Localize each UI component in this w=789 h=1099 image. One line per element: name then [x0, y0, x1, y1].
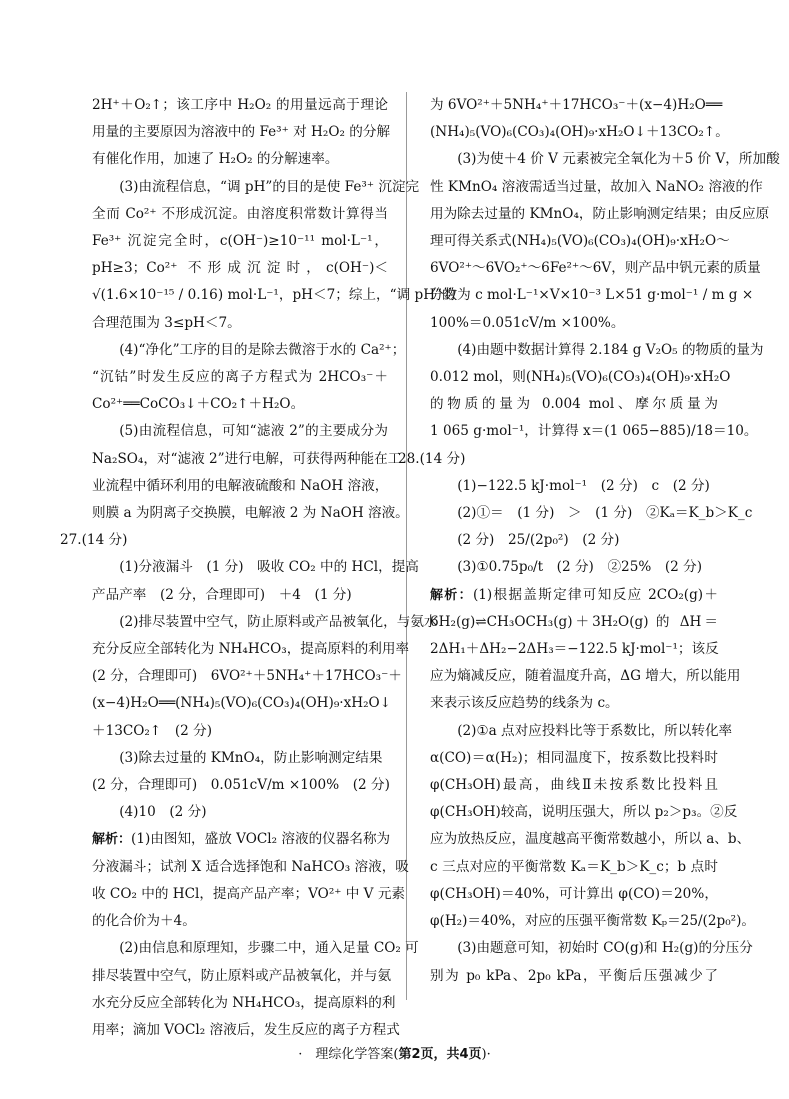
text-line: 用量的主要原因为溶液中的 Fe³⁺ 对 H₂O₂ 的分解	[92, 124, 391, 141]
text-line: 28.(14 分)	[398, 450, 466, 467]
text-line: (3)为使＋4 价 V 元素被完全氧化为＋5 价 V，所加酸	[457, 151, 780, 168]
text-line: φ(CH₃OH)＝40%，可计算出 φ(CO)＝20%，	[430, 885, 718, 902]
text-line: 6VO²⁺～6VO₂⁺～6Fe²⁺～6V，则产品中钒元素的质量	[430, 260, 761, 277]
text-line: 充分反应全部转化为 NH₄HCO₃，提高原料的利用率	[92, 641, 410, 658]
text-line	[430, 582, 718, 609]
text-line: 收 CO₂ 中的 HCl，提高产品产率；VO²⁺ 中 V 元素	[92, 885, 406, 902]
text-line: (2 分，合理即可) 6VO²⁺＋5NH₄⁺＋17HCO₃⁻＋	[92, 668, 402, 685]
text-line: 则膜 a 为阴离子交换膜，电解液 2 为 NaOH 溶液。	[92, 505, 409, 522]
text-line: 有催化作用，加速了 H₂O₂ 的分解速率。	[92, 151, 339, 168]
text-line: Co²⁺══CoCO₃↓＋CO₂↑＋H₂O。	[92, 396, 305, 413]
text-line: 27.(14 分)	[60, 532, 128, 549]
text-line: 应为熵减反应，随着温度升高，ΔG 增大，所以能用	[430, 668, 741, 685]
text-line: √(1.6×10⁻¹⁵ / 0.16) mol·L⁻¹，pH＜7；综上，“调 pH”的	[92, 287, 456, 304]
text-line	[92, 826, 391, 853]
text-line: ＋13CO₂↑ (2 分)	[92, 722, 213, 739]
text-line: pH≥3；Co²⁺ 不形成沉淀时，c(OH⁻)＜	[92, 260, 388, 277]
text-line: (3)由题意可知，初始时 CO(g)和 H₂(g)的分压分	[457, 940, 753, 957]
text-line: (5)由流程信息，可知“滤液 2”的主要成分为	[119, 423, 388, 440]
footer-page-label: 第2页，共4页	[398, 1047, 482, 1062]
text-line: (3)①0.75p₀/t (2 分) ②25% (2 分)	[457, 559, 703, 576]
text-line: α(CO)＝α(H₂)；相同温度下，按系数比投料时	[430, 749, 718, 766]
text-line: (2 分) 25/(2p₀²) (2 分)	[457, 532, 620, 549]
text-line: 1 065 g·mol⁻¹，计算得 x＝(1 065−885)/18＝10。	[430, 423, 758, 440]
text-line: 水充分反应全部转化为 NH₄HCO₃，提高原料的利	[92, 994, 396, 1011]
text-line-rest: (1)根据盖斯定律可知反应 2CO₂(g)＋	[472, 586, 718, 603]
text-line: 的化合价为＋4。	[92, 913, 196, 930]
text-line: 6H₂(g)⇌CH₃OCH₃(g)＋3H₂O(g) 的 ΔH＝	[430, 613, 718, 630]
text-line: 0.012 mol，则(NH₄)₅(VO)₆(CO₃)₄(OH)₉·xH₂O	[430, 369, 731, 386]
text-line: 2H⁺＋O₂↑；该工序中 H₂O₂ 的用量远高于理论	[92, 97, 388, 113]
footer-suffix: )·	[481, 1047, 491, 1062]
text-line: Fe³⁺ 沉淀完全时，c(OH⁻)≥10⁻¹¹ mol·L⁻¹，	[92, 233, 388, 250]
analysis-label: 解析：	[92, 832, 132, 848]
text-line: (1)−122.5 kJ·mol⁻¹ (2 分) c (2 分)	[457, 477, 710, 494]
analysis-label: 解析：	[430, 587, 473, 603]
text-line: (4)由题中数据计算得 2.184 g V₂O₅ 的物质的量为	[457, 341, 764, 358]
text-line: 2ΔH₁＋ΔH₂−2ΔH₃＝−122.5 kJ·mol⁻¹；该反	[430, 641, 719, 658]
text-line: 业流程中循环利用的电解液硫酸和 NaOH 溶液，	[92, 477, 389, 494]
text-line: (3)除去过量的 KMnO₄，防止影响测定结果	[119, 749, 383, 766]
text-line: 别为 p₀ kPa、2p₀ kPa，平衡后压强减少了	[430, 967, 718, 984]
page-footer	[0, 1043, 789, 1062]
footer-prefix: · 理综化学答案(	[298, 1047, 399, 1062]
text-line: c 三点对应的平衡常数 Kₐ＝K_b＞K_c；b 点时	[430, 858, 718, 875]
text-line: “沉钴”时发生反应的离子方程式为 2HCO₃⁻＋	[92, 369, 388, 386]
text-line: 合理范围为 3≤pH＜7。	[92, 314, 241, 331]
text-line: 用率；滴加 VOCl₂ 溶液后，发生反应的离子方程式	[92, 1021, 400, 1038]
text-line: (2 分，合理即可) 0.051cV/m ×100% (2 分)	[92, 777, 390, 794]
text-line: (2)①＝ (1 分) ＞ (1 分) ②Kₐ＝K_b＞K_c	[457, 505, 753, 522]
text-line: 的物质的量为 0.004 mol、摩尔质量为	[430, 396, 718, 413]
text-line: 用为除去过量的 KMnO₄，防止影响测定结果；由反应原	[430, 205, 770, 222]
text-line: Na₂SO₄，对“滤液 2”进行电解，可获得两种能在工	[92, 450, 402, 467]
text-line: φ(CH₃OH)最高，曲线Ⅱ未按系数比投料且	[430, 777, 718, 794]
text-line: (NH₄)₅(VO)₆(CO₃)₄(OH)₉·xH₂O↓＋13CO₂↑。	[430, 124, 729, 141]
text-line: 分数为 c mol·L⁻¹×V×10⁻³ L×51 g·mol⁻¹ / m g ×	[430, 287, 754, 304]
text-line: (4)“净化”工序的目的是除去微溶于水的 Ca²⁺；	[119, 341, 406, 358]
text-line: 理可得关系式(NH₄)₅(VO)₆(CO₃)₄(OH)₉·xH₂O～	[430, 233, 730, 250]
text-line: 性 KMnO₄ 溶液需适当过量，故加入 NaNO₂ 溶液的作	[430, 178, 763, 195]
text-line: φ(CH₃OH)较高，说明压强大，所以 p₂＞p₃。②反	[430, 804, 738, 821]
right-column	[398, 92, 780, 990]
text-line: 100%＝0.051cV/m ×100%。	[430, 314, 625, 331]
text-line: 应为放热反应，温度越高平衡常数越小，所以 a、b、	[430, 831, 751, 848]
text-line: (4)10 (2 分)	[119, 804, 207, 821]
text-line: 全而 Co²⁺ 不形成沉淀。由溶度积常数计算得当	[92, 205, 388, 222]
text-line: φ(H₂)＝40%，对应的压强平衡常数 Kₚ＝25/(2p₀²)。	[430, 913, 756, 930]
text-line: 来表示该反应趋势的线条为 c。	[430, 695, 619, 712]
text-line: (2)排尽装置中空气，防止原料或产品被氧化，与氨水	[119, 613, 438, 630]
text-line: 分液漏斗；试剂 X 适合选择饱和 NaHCO₃ 溶液，吸	[92, 858, 409, 875]
text-line: 产品产率 (2 分，合理即可) ＋4 (1 分)	[92, 586, 352, 603]
text-line: (3)由流程信息，“调 pH”的目的是使 Fe³⁺ 沉淀完	[119, 178, 420, 195]
text-line: 为 6VO²⁺＋5NH₄⁺＋17HCO₃⁻＋(x−4)H₂O══	[430, 97, 723, 113]
text-line-rest: (1)由图知，盛放 VOCl₂ 溶液的仪器名称为	[131, 831, 391, 848]
text-line: 排尽装置中空气，防止原料或产品被氧化，并与氨	[92, 967, 392, 984]
text-line: (2)由信息和原理知，步骤二中，通入足量 CO₂ 可	[119, 940, 419, 957]
text-line: (2)①a 点对应投料比等于系数比，所以转化率	[457, 722, 733, 739]
text-line: (x−4)H₂O══(NH₄)₅(VO)₆(CO₃)₄(OH)₉·xH₂O↓	[92, 695, 392, 712]
text-line: (1)分液漏斗 (1 分) 吸收 CO₂ 中的 HCl，提高	[119, 559, 419, 576]
